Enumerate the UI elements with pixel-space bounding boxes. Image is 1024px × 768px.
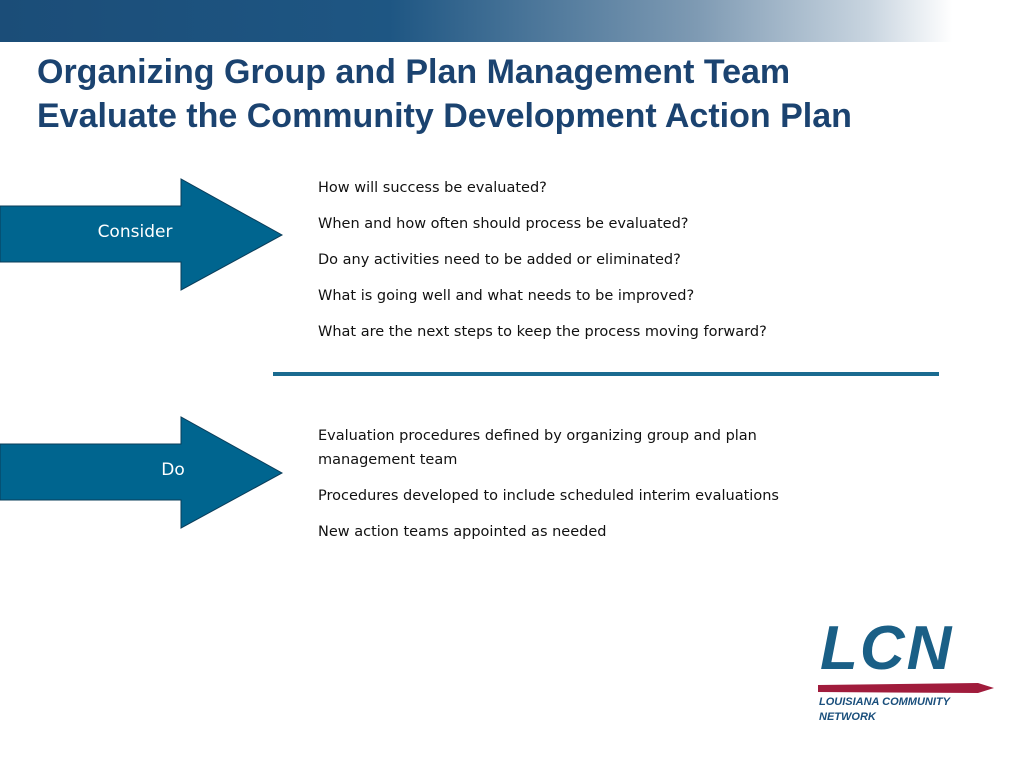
slide-title	[37, 50, 1017, 138]
list-item: Evaluation procedures defined by organizing group and plan management team	[318, 428, 757, 468]
consider-arrow-label: Consider	[97, 222, 173, 242]
slide-title-line-2: Evaluate the Community Development Action Plan	[37, 97, 852, 135]
slide-title-line-1: Organizing Group and Plan Management Team	[37, 53, 791, 91]
logo-swoosh-icon	[818, 680, 996, 696]
logo-subtitle-line-1: LOUISIANA COMMUNITY	[819, 696, 950, 708]
logo-subtitle	[819, 695, 999, 725]
consider-arrow	[0, 178, 285, 292]
logo-subtitle-line-2: NETWORK	[819, 711, 876, 723]
list-item: Do any activities need to be added or eliminated?	[318, 252, 681, 268]
list-item: Procedures developed to include scheduled interim evaluations	[318, 488, 779, 504]
do-list	[318, 424, 858, 556]
header-gradient-bar	[0, 0, 1024, 42]
list-item: New action teams appointed as needed	[318, 524, 607, 540]
list-item: When and how often should process be evaluated?	[318, 216, 689, 232]
section-divider	[273, 372, 939, 376]
do-arrow-label: Do	[161, 460, 185, 480]
list-item: What are the next steps to keep the process moving forward?	[318, 324, 767, 340]
lcn-logo	[818, 614, 998, 730]
do-arrow	[0, 416, 285, 530]
list-item: How will success be evaluated?	[318, 180, 547, 196]
list-item: What is going well and what needs to be improved?	[318, 288, 695, 304]
logo-mark: LCN	[820, 614, 954, 683]
consider-list	[318, 176, 858, 356]
